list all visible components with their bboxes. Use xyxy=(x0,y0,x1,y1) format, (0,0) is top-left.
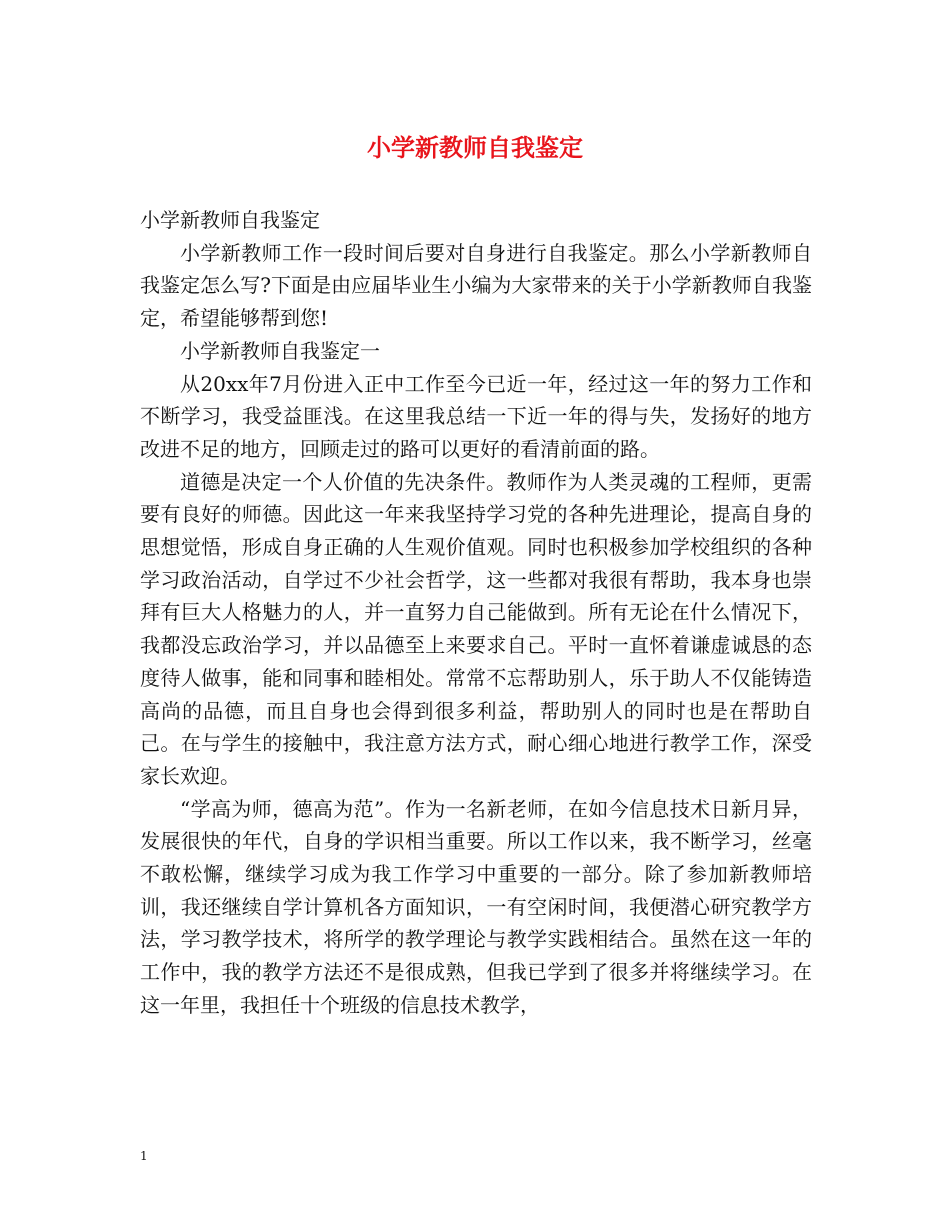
paragraph-body: 从20xx年7月份进入正中工作至今已近一年，经过这一年的努力工作和不断学习，我受益匪浅。在这里我总结一下近一年的得与失，发扬好的地方改进不足的地方，回顾走过的路可以更好的看清前面的路。 xyxy=(140,371,812,461)
page-number: 1 xyxy=(140,1149,148,1163)
document-title: 小学新教师自我鉴定 xyxy=(367,133,583,162)
paragraph-body: 道德是决定一个人价值的先决条件。教师作为人类灵魂的工程师，更需要有良好的师德。因此这一年来我坚持学习党的各种先进理论，提高自身的思想觉悟，形成自身正确的人生观价值观。同时也积极参加学校组织的各种学习政治活动，自学过不少社会哲学，这一些都对我很有帮助，我本身也崇拜有巨大人格魅力的人，并一直努力自己能做到。所有无论在什么情况下，我都没忘政治学习，并以品德至上来要求自己。平时一直怀着谦虚诚恳的态度待人做事，能和同事和睦相处。常常不忘帮助别人，乐于助人不仅能铸造高尚的品德，而且自身也会得到很多利益，帮助别人的同时也是在帮助自己。在与学生的接触中，我注意方法方式，耐心细心地进行教学工作，深受家长欢迎。 xyxy=(140,469,812,788)
paragraph-body: “学高为师，德高为范”。作为一名新老师，在如今信息技术日新月异，发展很快的年代，自身的学识相当重要。所以工作以来，我不断学习，丝毫不敢松懈，继续学习成为我工作学习中重要的一部分。除了参加新教师培训，我还继续自学计算机各方面知识，一有空闲时间，我便潜心研究教学方法，学习教学技术，将所学的教学理论与教学实践相结合。虽然在这一年的工作中，我的教学方法还不是很成熟，但我已学到了很多并将继续学习。在这一年里，我担任十个班级的信息技术教学， xyxy=(140,796,812,1017)
paragraph-heading: 小学新教师自我鉴定 xyxy=(140,208,320,232)
paragraph-section-title: 小学新教师自我鉴定一 xyxy=(180,338,380,363)
paragraph-intro: 小学新教师工作一段时间后要对自身进行自我鉴定。那么小学新教师自我鉴定怎么写?下面是由应届毕业生小编为大家带来的关于小学新教师自我鉴定，希望能够帮到您! xyxy=(140,240,812,331)
document-body xyxy=(140,204,812,1022)
